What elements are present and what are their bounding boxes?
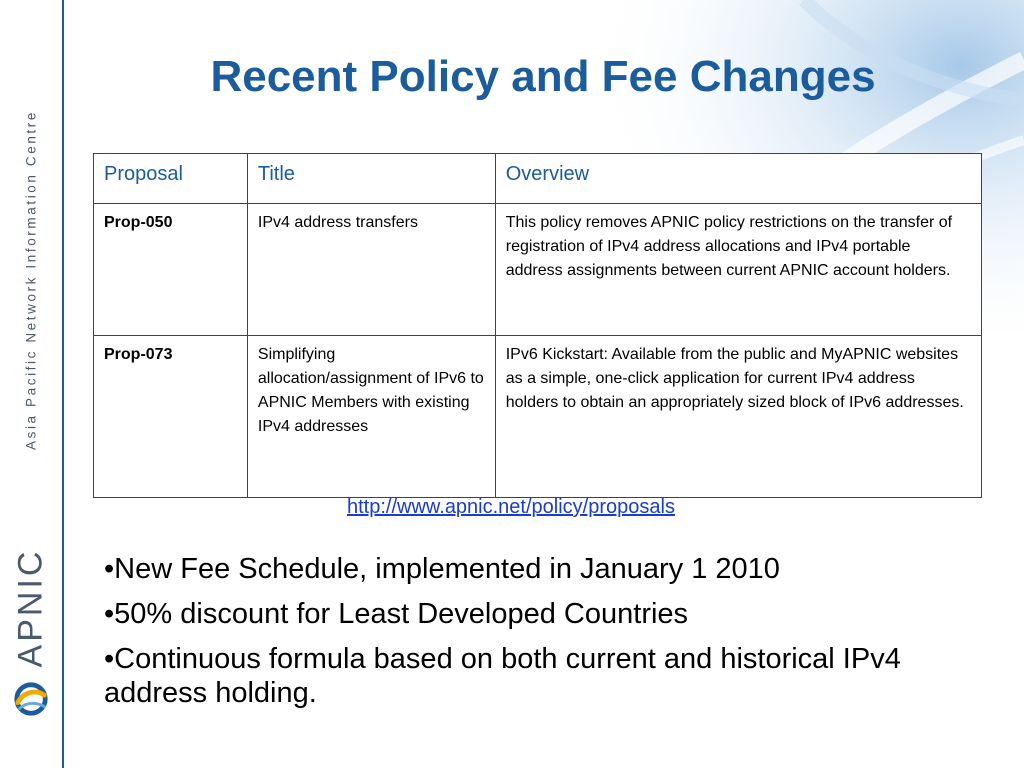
proposals-table	[93, 153, 982, 498]
apnic-logo-icon	[12, 680, 50, 718]
bullet-list	[104, 552, 1004, 721]
sidebar	[0, 0, 64, 768]
table-row	[94, 204, 982, 336]
proposal-overview: IPv6 Kickstart: Available from the public and MyAPNIC websites as a simple, one-click application for current IPv4 address holders to obtain an appropriately sized block of IPv6 addresses.	[495, 336, 981, 498]
column-header-title: Title	[247, 154, 495, 204]
proposal-title: Simplifying allocation/assignment of IPv6 to APNIC Members with existing IPv4 addresses	[247, 336, 495, 498]
list-item: •Continuous formula based on both current and historical IPv4 address holding.	[104, 643, 901, 709]
list-item: •New Fee Schedule, implemented in January 1 2010	[104, 553, 780, 585]
org-name: Asia Pacific Network Information Centre	[23, 110, 39, 450]
proposal-id: Prop-073	[94, 336, 248, 498]
table-header-row	[94, 154, 982, 204]
column-header-overview: Overview	[495, 154, 981, 204]
proposal-id: Prop-050	[94, 204, 248, 336]
proposals-link[interactable]: http://www.apnic.net/policy/proposals	[347, 496, 675, 518]
slide-title: Recent Policy and Fee Changes	[210, 52, 876, 101]
apnic-wordmark: APNIC	[11, 548, 50, 668]
list-item: •50% discount for Least Developed Countries	[104, 598, 689, 630]
proposal-overview: This policy removes APNIC policy restrictions on the transfer of registration of IPv4 address allocations and IPv4 portable address assignments between current APNIC account holders.	[495, 204, 981, 336]
proposal-title: IPv4 address transfers	[247, 204, 495, 336]
table-row	[94, 336, 982, 498]
column-header-proposal: Proposal	[94, 154, 248, 204]
